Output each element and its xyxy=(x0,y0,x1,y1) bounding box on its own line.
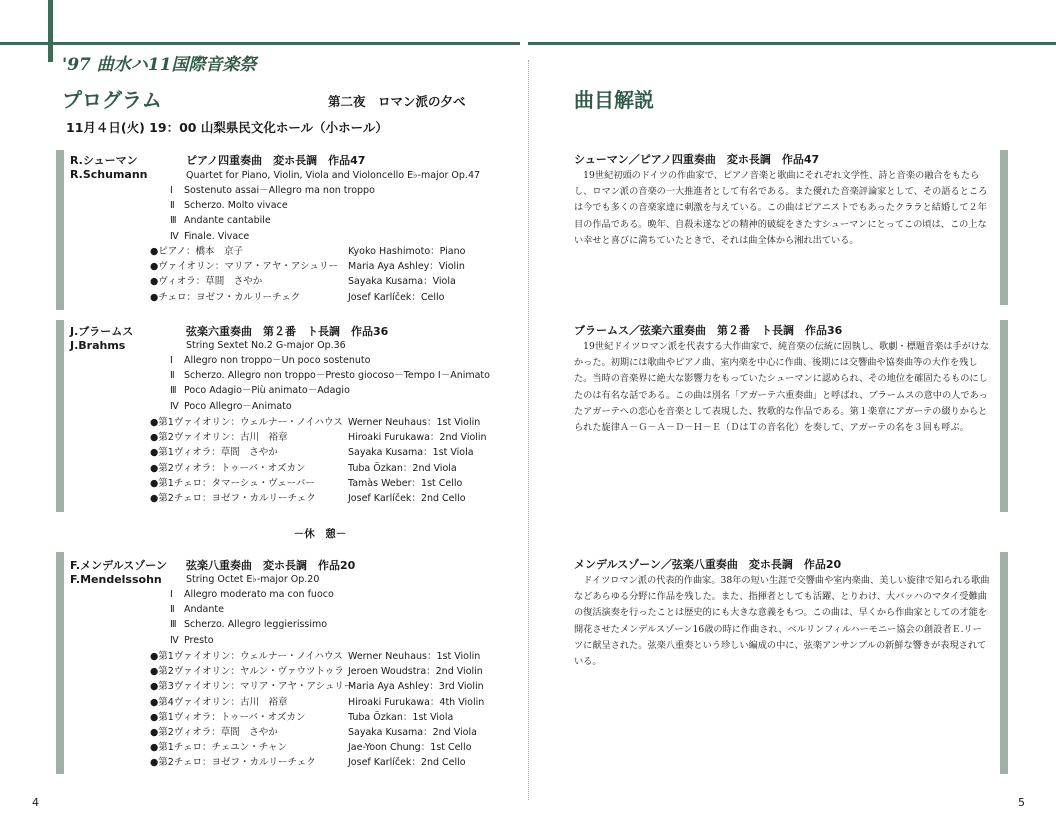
left-bar-3 xyxy=(56,552,64,774)
performer: ●第2ヴァイオリン：古川 裕章 Hiroaki Furukawa：2nd Violin xyxy=(150,432,487,444)
movement: Ⅰ Allegro moderato ma con fuoco xyxy=(170,589,334,600)
performer: ●第1ヴィオラ：トゥーバ・オズカン Tuba Özkan：1st Viola xyxy=(150,711,454,723)
note-schumann xyxy=(574,152,990,249)
note-mendelssohn xyxy=(574,557,990,670)
performer: ●ヴァイオリン：マリア・アヤ・アシュリー Maria Aya Ashley：Violin xyxy=(150,261,465,273)
festival-logo-title: '97 曲水ハ11国際音楽祭 xyxy=(62,55,257,75)
movement: Ⅲ Scherzo. Allegro leggierissimo xyxy=(170,619,328,631)
composer-en: F.Mendelssohn xyxy=(70,573,162,586)
composer-en: R.Schumann xyxy=(70,168,148,181)
top-rule-right xyxy=(528,42,1056,45)
movement: Ⅲ Poco Adagio－Più animato－Adagio xyxy=(170,385,350,397)
composer-ja: R.シューマン xyxy=(70,154,138,167)
movement: Ⅲ Andante cantabile xyxy=(170,215,271,227)
performer-list xyxy=(150,415,487,506)
performer: ●第2ヴィオラ：草間 さやか Sayaka Kusama：2nd Viola xyxy=(150,727,477,739)
left-bar-1 xyxy=(56,150,64,310)
performer: ●第1チェロ：チェユン・チャン Jae-Yoon Chung：1st Cello xyxy=(150,742,472,754)
piece-title-ja: 弦楽八重奏曲 変ホ長調 作品20 xyxy=(186,559,356,572)
performer: ●第2チェロ：ヨゼフ・カルリーチェク Josef Karlíček：2nd Cello xyxy=(150,757,466,769)
intermission: －休 憩－ xyxy=(293,528,347,540)
night-title: 第二夜 ロマン派の夕べ xyxy=(328,94,466,109)
piece-title-en: Quartet for Piano, Violin, Viola and Violoncello E♭-major Op.47 xyxy=(186,170,481,181)
note-heading: シューマン／ピアノ四重奏曲 変ホ長調 作品47 xyxy=(574,153,820,166)
performer: ●第3ヴァイオリン：マリア・アヤ・アシュリーMaria Aya Ashley：3rd Violin xyxy=(150,681,484,693)
left-bar-2 xyxy=(56,320,64,512)
performer-list xyxy=(150,649,484,771)
piece-title-ja: ピアノ四重奏曲 変ホ長調 作品47 xyxy=(186,154,366,167)
performer-list xyxy=(150,244,465,305)
composer-ja: F.メンデルスゾーン xyxy=(70,559,167,572)
movement: Ⅱ Scherzo. Allegro non troppo－Presto giocoso－Tempo Ⅰ－Animato xyxy=(170,370,490,382)
right-bar-1 xyxy=(1000,150,1008,305)
movement-list xyxy=(170,183,375,244)
gutter-dots xyxy=(528,60,530,800)
movement: Ⅱ Andante xyxy=(170,604,224,616)
note-heading: ブラームス／弦楽六重奏曲 第２番 ト長調 作品36 xyxy=(574,324,843,337)
performer: ●第2ヴィオラ：トゥーバ・オズカン Tuba Özkan：2nd Viola xyxy=(150,462,457,474)
right-bar-2 xyxy=(1000,320,1008,512)
page-number-left: 4 xyxy=(32,796,39,809)
performer: ●第4ヴァイオリン：古川 裕章 Hiroaki Furukawa：4th Violin xyxy=(150,696,485,708)
right-bar-3 xyxy=(1000,552,1008,774)
piece-title-en: String Sextet No.2 G-major Op.36 xyxy=(186,340,346,351)
note-heading: メンデルスゾーン／弦楽八重奏曲 変ホ長調 作品20 xyxy=(574,558,842,571)
performer: ●チェロ：ヨゼフ・カルリーチェク Josef Karlíček：Cello xyxy=(150,291,445,303)
note-body: 19世紀ドイツロマン派を代表する大作曲家で、純音楽の伝統に固執し、歌劇・標題音楽は手がけなかった。初期には歌曲やピアノ曲、室内楽を中心に作曲、後期には交響曲や協奏曲等の大作を残した。当時の音楽界に絶大な影響力をもっていたシューマンに認められ、その地位を確固たるものにしたのは有名な話である。この曲は別名「アガーテ六重奏曲」と呼ばれ、ブラームスの意中の人であったアガーテへの恋心を音楽として表現した、牧歌的な作品である。第１楽章にアガーテの綴りからとられた旋律Ａ－Ｇ－Ａ－Ｄ－Ｈ－Ｅ（ＤはＴの音名化）を奏して、アガーテの名を３回も呼ぶ。 xyxy=(574,341,990,434)
piece-title-en: String Octet E♭-major Op.20 xyxy=(186,574,320,585)
performer: ●ヴィオラ：草間 さやか Sayaka Kusama：Viola xyxy=(150,276,456,288)
header-vertical-accent xyxy=(48,0,53,62)
performer: ●第2チェロ：ヨゼフ・カルリーチェク Josef Karlíček：2nd Cello xyxy=(150,493,466,505)
movement-list xyxy=(170,353,490,414)
movement: Ⅳ Presto xyxy=(170,634,214,646)
performer: ●第1ヴァイオリン：ウェルナー・ノイハウス Werner Neuhaus：1st Violin xyxy=(150,651,481,662)
movement: Ⅰ Allegro non troppo－Un poco sostenuto xyxy=(170,355,371,366)
program-title: プログラム xyxy=(62,88,162,112)
page-number-right: 5 xyxy=(1018,796,1025,809)
composer-ja: J.ブラームス xyxy=(70,325,134,338)
piece-title-ja: 弦楽六重奏曲 第２番 ト長調 作品36 xyxy=(186,325,389,338)
top-rule-left xyxy=(0,42,520,45)
performer: ●第2ヴァイオリン：ヤルン・ヴァウツトゥラ Jeroen Woudstra：2nd Violin xyxy=(150,666,483,678)
movement: Ⅰ Sostenuto assai－Allegro ma non troppo xyxy=(170,185,375,196)
movement-list xyxy=(170,587,334,648)
movement: Ⅳ Finale. Vivace xyxy=(170,230,250,242)
notes-title: 曲目解説 xyxy=(574,88,654,112)
performer: ●第1ヴァイオリン：ウェルナー・ノイハウス Werner Neuhaus：1st Violin xyxy=(150,417,481,428)
performer: ●ピアノ：橋本 京子 Kyoko Hashimoto：Piano xyxy=(150,246,466,257)
performer: ●第1チェロ：タマーシュ・ヴェーバー Tamàs Weber：1st Cello xyxy=(150,477,463,489)
movement: Ⅳ Poco Allegro－Animato xyxy=(170,400,292,412)
performer: ●第1ヴィオラ：草間 さやか Sayaka Kusama：1st Viola xyxy=(150,447,474,459)
composer-en: J.Brahms xyxy=(70,339,126,352)
note-body: 19世紀初頭のドイツの作曲家で、ピアノ音楽と歌曲にそれぞれ文学性、詩と音楽の融合をもたらし、ロマン派の音楽の一大推進者として有名である。また優れた音楽評論家として、その語るところは今でも多くの音楽家達に刺激を与えている。この曲はピアニストでもあったクララと結婚して２年目の作品である。晩年、自殺未遂などの精神的破綻をきたすシューマンにとってこの頃は、この上ない幸せと喜びに満ちていたときで、それは曲全体から湘れ出ている。 xyxy=(574,170,988,246)
note-brahms xyxy=(574,323,990,436)
movement: Ⅱ Scherzo. Molto vivace xyxy=(170,200,288,212)
note-body: ドイツロマン派の代表的作曲家。38年の短い生涯で交響曲や室内楽曲、美しい旋律で知られる歌曲などあらゆる分野に作品を残した。また、指揮者としても活躍、とりわけ、大バッハのマタイ受難曲の復活演奏を行ったことは歴史的にも大きな意義をもつ。この曲は、早くから作曲家としての才能を開花させたメンデルスゾーン16歳の時に作曲され、ベルリンフィルハーモニー協会の創設者Ｅ.リーツに献呈された。弦楽八重奏という珍しい編成の中に、弦楽アンサンブルの新鮮な響きが表現されている。 xyxy=(574,575,990,668)
date-venue: 11月４日(火) 19：00 山梨県民文化ホール（小ホール） xyxy=(66,120,388,135)
